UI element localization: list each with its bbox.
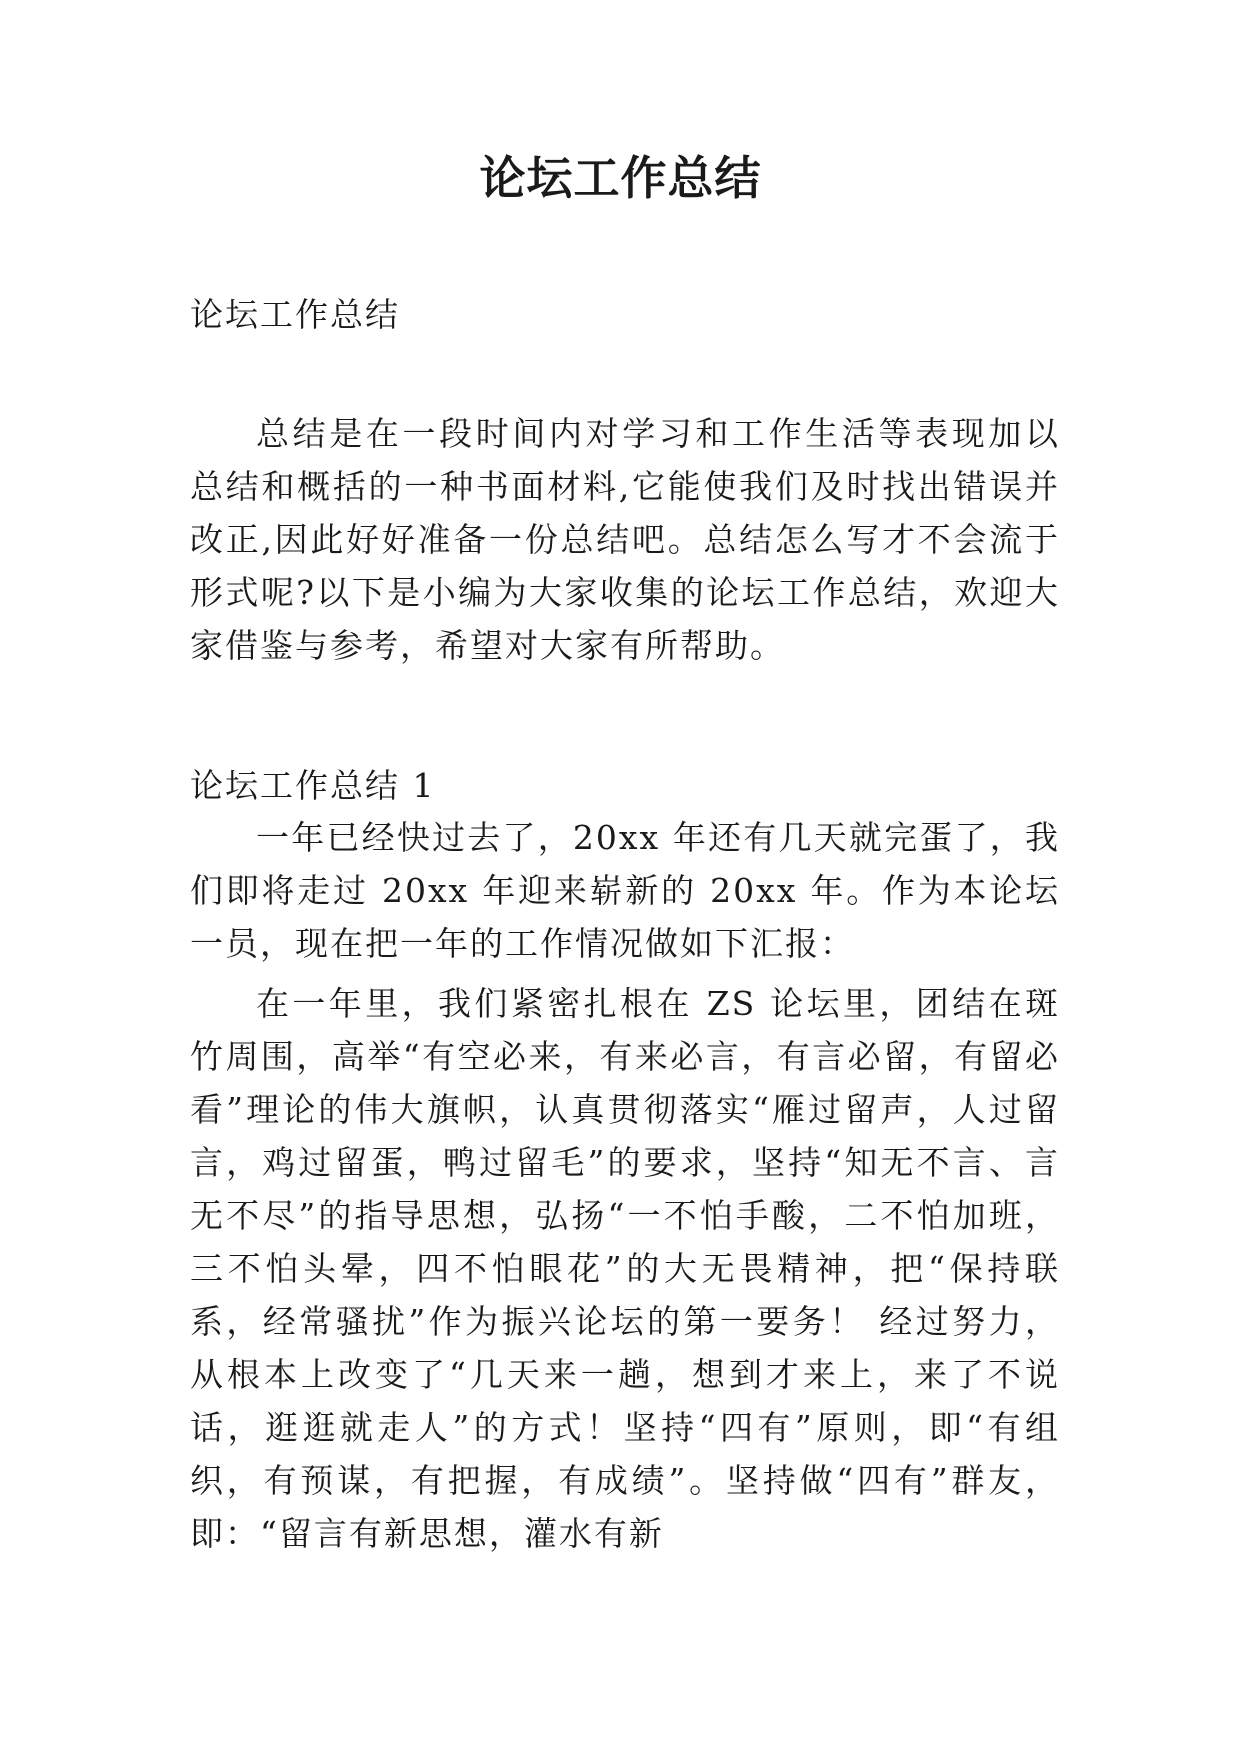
section-heading: 论坛工作总结 1 [190, 766, 436, 805]
body-paragraph: 一年已经快过去了，20xx 年还有几天就完蛋了，我们即将走过 20xx 年迎来崭新的 20xx 年。作为本论坛一员，现在把一年的工作情况做如下汇报： [190, 818, 1060, 963]
document-title: 论坛工作总结 [479, 151, 762, 205]
document-subtitle: 论坛工作总结 [190, 295, 400, 334]
intro-paragraph: 总结是在一段时间内对学习和工作生活等表现加以总结和概括的一种书面材料,它能使我们及时找出错误并改正,因此好好准备一份总结吧。总结怎么写才不会流于形式呢?以下是小编为大家收集的论坛工作总结，欢迎大家借鉴与参考，希望对大家有所帮助。 [190, 414, 1060, 665]
body-paragraph: 在一年里，我们紧密扎根在 ZS 论坛里，团结在斑竹周围，高举“有空必来，有来必言，有言必留，有留必看”理论的伟大旗帜，认真贯彻落实“雁过留声，人过留言，鸡过留蛋，鸭过留毛”的要求，坚持“知无不言、言无不尽”的指导思想，弘扬“一不怕手酸，二不怕加班，三不怕头晕，四不怕眼花”的大无畏精神，把“保持联系，经常骚扰”作为振兴论坛的第一要务！ 经过努力，从根本上改变了“几天来一趟，想到才来上，来了不说话，逛逛就走人”的方式！坚持“四有”原则，即“有组织，有预谋，有把握，有成绩”。坚持做“四有”群友，即：“留言有新思想，灌水有新 [190, 984, 1060, 1553]
